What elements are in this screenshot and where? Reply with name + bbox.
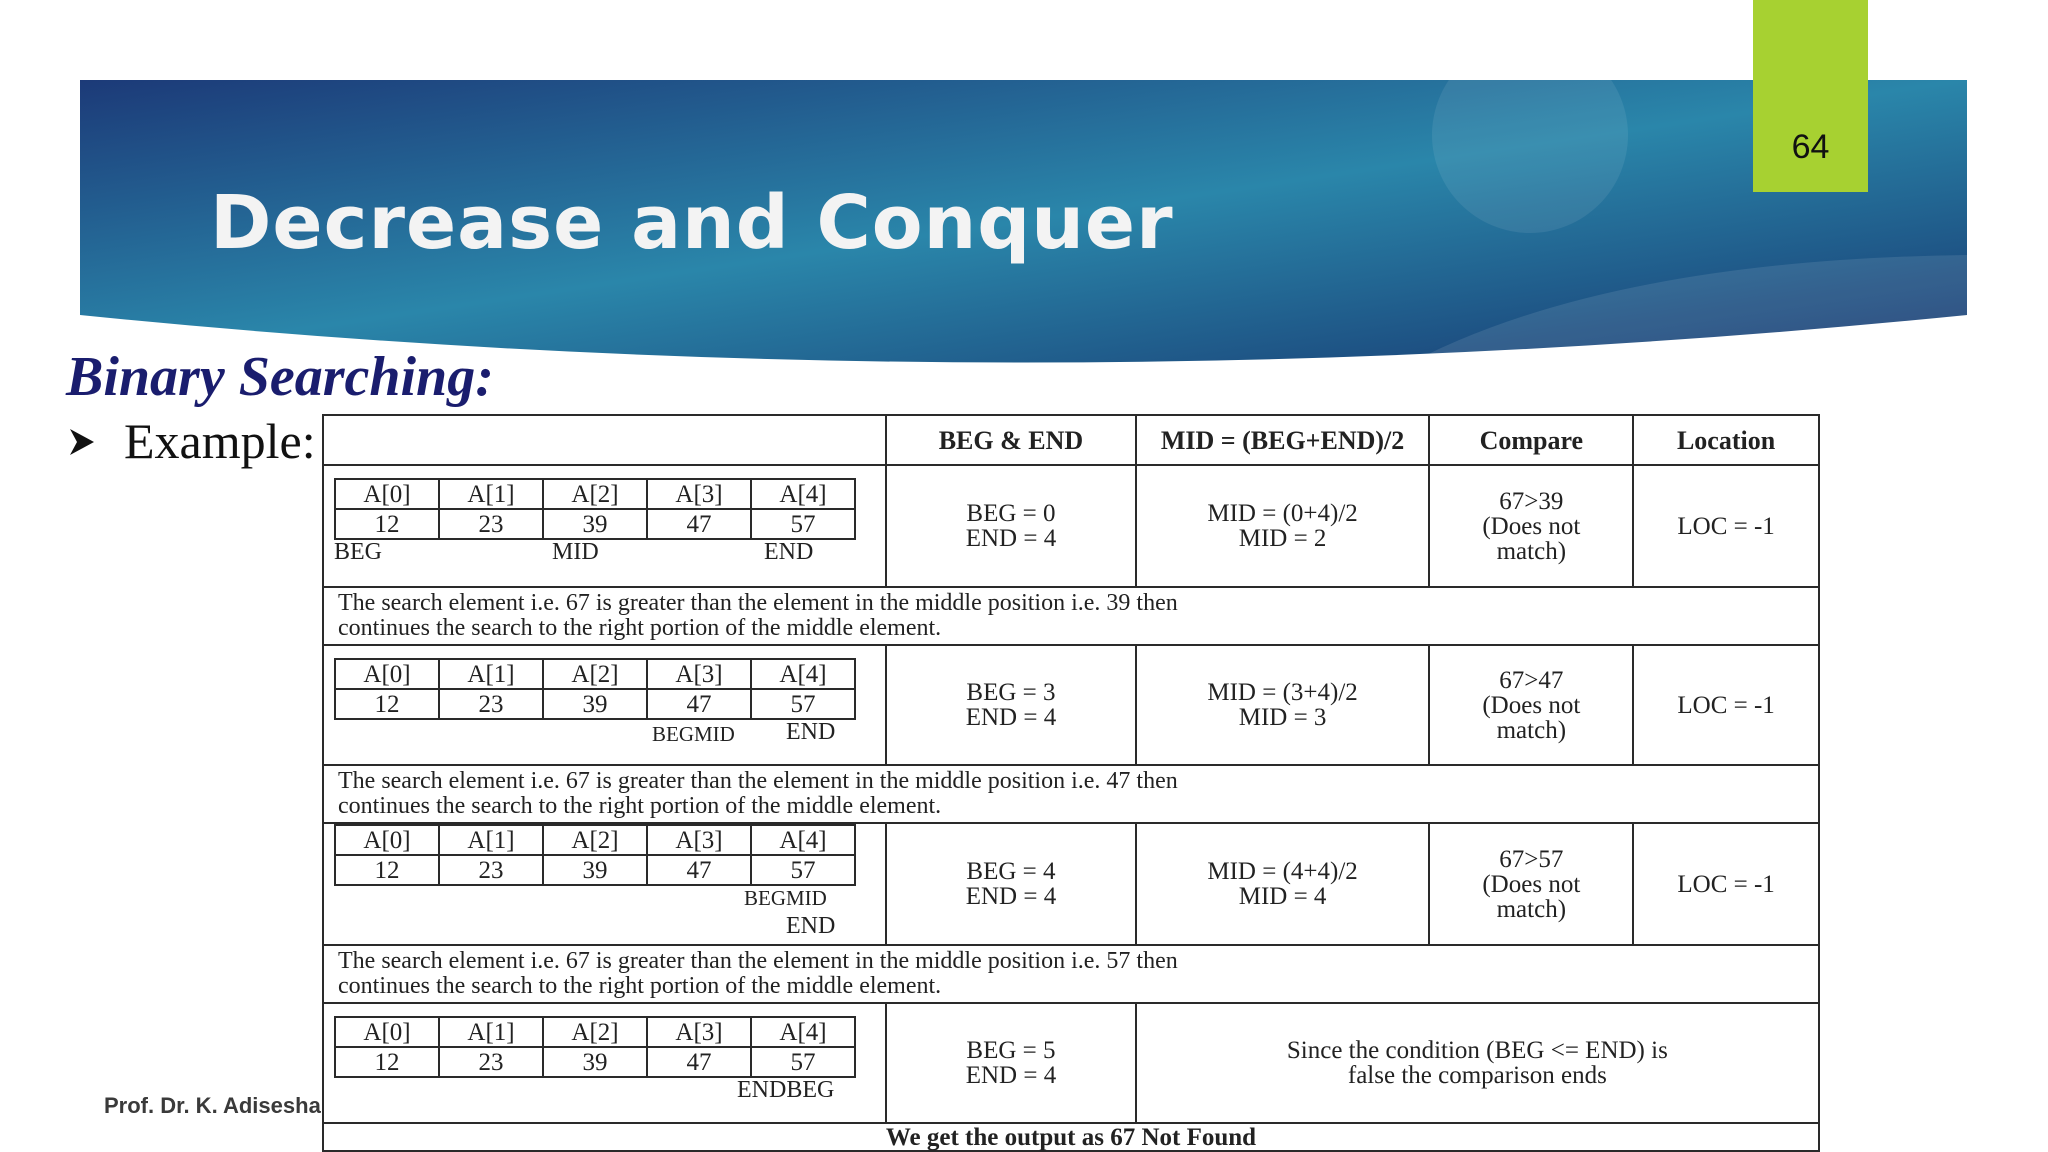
step-note xyxy=(323,945,1819,1003)
compare-note: match) xyxy=(1496,537,1567,565)
array-value: 23 xyxy=(439,855,543,885)
array-index: A[4] xyxy=(751,659,855,689)
header-beg-end: BEG & END xyxy=(886,415,1135,465)
array-index: A[2] xyxy=(543,479,647,509)
conclusion-line-2: false the comparison ends xyxy=(1347,1062,1607,1089)
mid-formula: MID = (4+4)/2 xyxy=(1207,858,1358,885)
output-row xyxy=(323,1123,1819,1151)
mid-cell xyxy=(1136,645,1430,765)
array-index: A[4] xyxy=(751,825,855,855)
bullet-text: Example: xyxy=(124,413,316,469)
compare-expr: 67>47 xyxy=(1499,666,1564,694)
array-index: A[2] xyxy=(543,1017,647,1047)
mid-value: MID = 2 xyxy=(1238,525,1327,552)
end-value: END = 4 xyxy=(965,525,1057,552)
conclusion-cell xyxy=(1136,1003,1819,1123)
table-row xyxy=(323,823,1819,945)
array-value: 47 xyxy=(647,509,751,539)
array-index: A[0] xyxy=(335,479,439,509)
note-line-2: continues the search to the right portion of the middle element. xyxy=(338,973,942,999)
array-cell xyxy=(323,823,886,945)
note-line-1: The search element i.e. 67 is greater than the element in the middle position i.e. 39 then xyxy=(338,590,1178,616)
array-value: 39 xyxy=(543,855,647,885)
compare-cell xyxy=(1429,823,1633,945)
array-diagram xyxy=(334,1016,856,1078)
note-line-1: The search element i.e. 67 is greater than the element in the middle position i.e. 47 then xyxy=(338,768,1178,794)
compare-cell xyxy=(1429,465,1633,587)
array-index: A[3] xyxy=(647,659,751,689)
end-value: END = 4 xyxy=(965,883,1057,910)
array-diagram xyxy=(334,658,856,720)
end-value: END = 4 xyxy=(965,1062,1057,1089)
array-value: 12 xyxy=(335,509,439,539)
note-row xyxy=(323,587,1819,645)
array-index: A[3] xyxy=(647,825,751,855)
bullet-item xyxy=(66,412,316,470)
mid-value: MID = 3 xyxy=(1238,704,1327,731)
location-cell: LOC = -1 xyxy=(1633,465,1819,587)
compare-note: (Does not xyxy=(1482,870,1581,898)
array-diagram xyxy=(334,824,856,886)
end-pointer: END xyxy=(786,719,836,745)
beg-value: BEG = 3 xyxy=(966,679,1056,706)
pointer-labels xyxy=(334,1078,877,1108)
note-row xyxy=(323,765,1819,823)
endbeg-pointer: ENDBEG xyxy=(737,1077,835,1103)
beg-end-cell xyxy=(886,645,1135,765)
beg-pointer: BEG xyxy=(334,539,382,565)
array-value: 57 xyxy=(751,509,855,539)
array-value: 47 xyxy=(647,689,751,719)
output-cell: We get the output as 67 Not Found xyxy=(323,1123,1819,1151)
array-index: A[4] xyxy=(751,1017,855,1047)
beg-value: BEG = 0 xyxy=(966,500,1056,527)
array-cell xyxy=(323,465,886,587)
array-value: 57 xyxy=(751,855,855,885)
compare-expr: 67>39 xyxy=(1499,487,1564,515)
table-header-row xyxy=(323,415,1819,465)
step-note xyxy=(323,765,1819,823)
array-index: A[0] xyxy=(335,1017,439,1047)
footer-author: Prof. Dr. K. Adisesha xyxy=(104,1093,321,1118)
mid-cell xyxy=(1136,823,1430,945)
array-value: 23 xyxy=(439,509,543,539)
note-row xyxy=(323,945,1819,1003)
end-pointer: END xyxy=(786,913,836,939)
array-index: A[1] xyxy=(439,825,543,855)
array-index: A[2] xyxy=(543,825,647,855)
beg-value: BEG = 5 xyxy=(966,1037,1056,1064)
header-compare: Compare xyxy=(1429,415,1633,465)
compare-note: match) xyxy=(1496,716,1567,744)
end-pointer: END xyxy=(764,539,814,565)
beg-end-cell xyxy=(886,1003,1135,1123)
pointer-labels xyxy=(334,720,877,750)
array-value: 57 xyxy=(751,1047,855,1077)
array-value: 39 xyxy=(543,1047,647,1077)
pointer-labels xyxy=(334,540,877,570)
array-value: 23 xyxy=(439,689,543,719)
header-mid: MID = (BEG+END)/2 xyxy=(1136,415,1430,465)
begmid-pointer: BEGMID xyxy=(744,886,827,910)
end-value: END = 4 xyxy=(965,704,1057,731)
array-index: A[4] xyxy=(751,479,855,509)
array-index: A[3] xyxy=(647,479,751,509)
location-cell: LOC = -1 xyxy=(1633,645,1819,765)
array-index: A[1] xyxy=(439,1017,543,1047)
pointer-labels xyxy=(334,886,877,944)
binary-search-table xyxy=(322,414,1820,1152)
array-diagram xyxy=(334,478,856,540)
array-value: 12 xyxy=(335,689,439,719)
array-value: 39 xyxy=(543,509,647,539)
compare-note: (Does not xyxy=(1482,691,1581,719)
note-line-2: continues the search to the right portion of the middle element. xyxy=(338,615,942,641)
array-index: A[0] xyxy=(335,825,439,855)
array-index: A[0] xyxy=(335,659,439,689)
compare-note: (Does not xyxy=(1482,512,1581,540)
mid-formula: MID = (0+4)/2 xyxy=(1207,500,1358,527)
array-index: A[3] xyxy=(647,1017,751,1047)
array-index: A[1] xyxy=(439,479,543,509)
array-value: 47 xyxy=(647,1047,751,1077)
conclusion-line-1: Since the condition (BEG <= END) is xyxy=(1286,1037,1668,1064)
compare-note: match) xyxy=(1496,895,1567,923)
table-row xyxy=(323,465,1819,587)
compare-expr: 67>57 xyxy=(1499,845,1564,873)
array-value: 12 xyxy=(335,855,439,885)
array-value: 57 xyxy=(751,689,855,719)
mid-formula: MID = (3+4)/2 xyxy=(1207,679,1358,706)
mid-pointer: MID xyxy=(552,539,599,565)
array-index: A[2] xyxy=(543,659,647,689)
slide-title: Decrease and Conquer xyxy=(210,180,1174,266)
mid-value: MID = 4 xyxy=(1238,883,1327,910)
table-row xyxy=(323,1003,1819,1123)
beg-end-cell xyxy=(886,465,1135,587)
array-cell xyxy=(323,1003,886,1123)
header-location: Location xyxy=(1633,415,1819,465)
bullet-arrow-icon xyxy=(66,412,124,470)
table-row xyxy=(323,645,1819,765)
step-note xyxy=(323,587,1819,645)
beg-end-cell xyxy=(886,823,1135,945)
beg-value: BEG = 4 xyxy=(966,858,1056,885)
page-number: 64 xyxy=(1791,128,1830,166)
array-cell xyxy=(323,645,886,765)
note-line-1: The search element i.e. 67 is greater than the element in the middle position i.e. 57 then xyxy=(338,948,1178,974)
array-value: 39 xyxy=(543,689,647,719)
slide-subtitle: Binary Searching: xyxy=(66,346,494,408)
header-empty xyxy=(323,415,886,465)
begmid-pointer: BEGMID xyxy=(652,722,735,746)
array-value: 23 xyxy=(439,1047,543,1077)
location-cell: LOC = -1 xyxy=(1633,823,1819,945)
mid-cell xyxy=(1136,465,1430,587)
array-index: A[1] xyxy=(439,659,543,689)
array-value: 47 xyxy=(647,855,751,885)
array-value: 12 xyxy=(335,1047,439,1077)
compare-cell xyxy=(1429,645,1633,765)
note-line-2: continues the search to the right portion of the middle element. xyxy=(338,793,942,819)
